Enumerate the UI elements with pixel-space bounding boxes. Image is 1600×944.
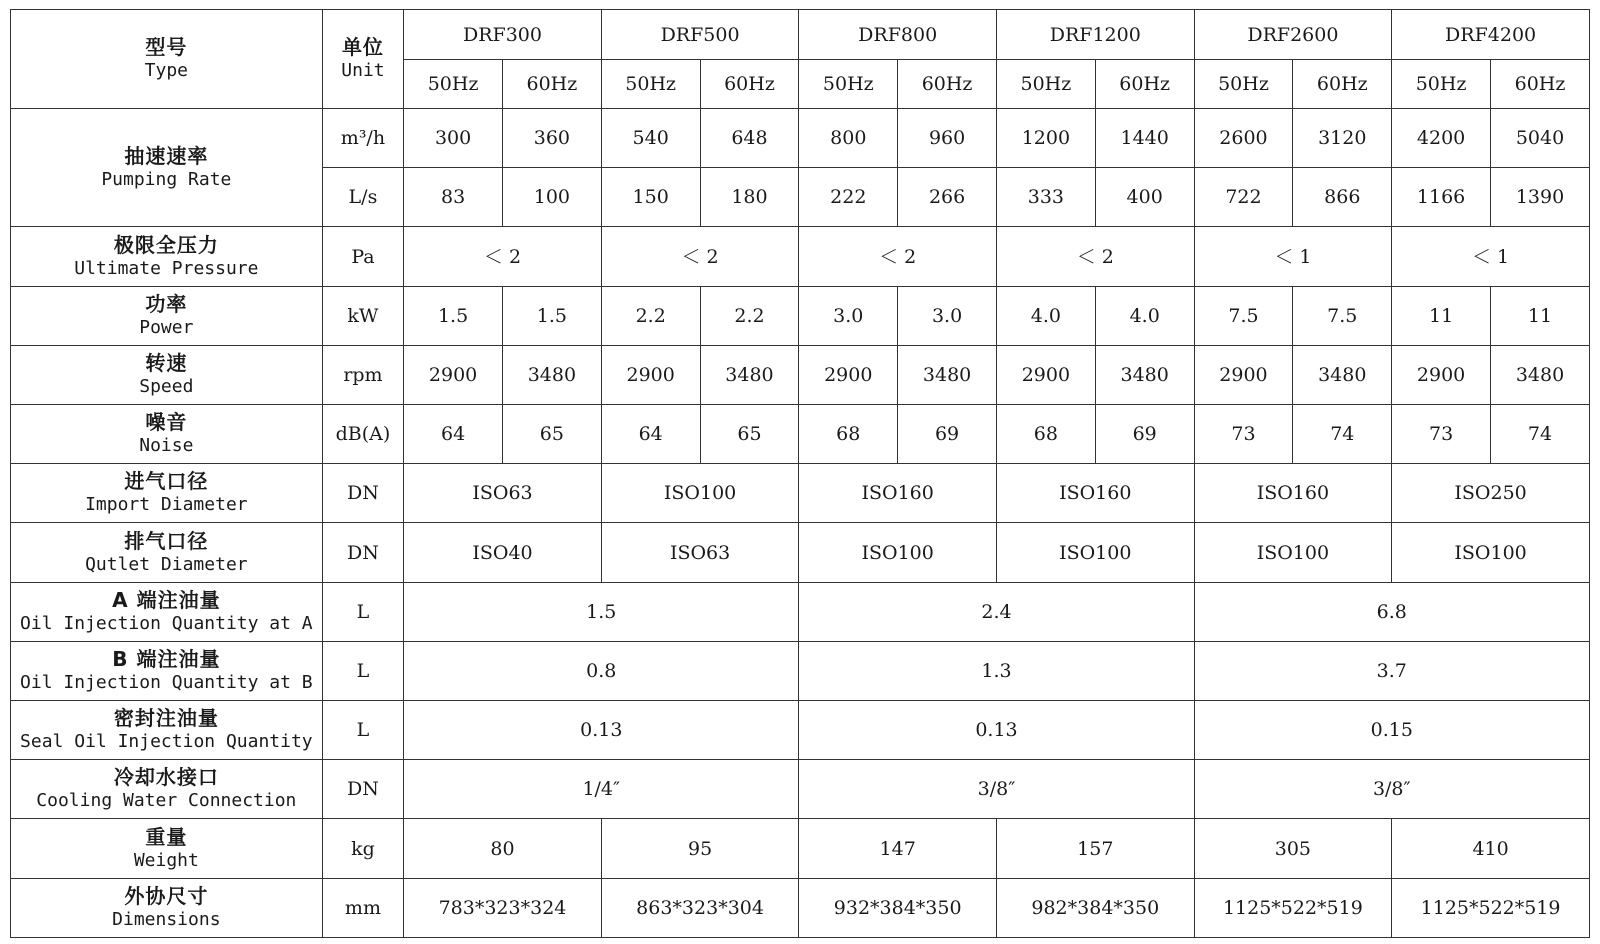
value-cell: 11 — [1392, 286, 1491, 345]
value-cell: 68 — [996, 405, 1095, 464]
unit-cell: Pa — [322, 227, 403, 286]
value-cell: 4.0 — [996, 286, 1095, 345]
parameter-name-zh: 极限全压力 — [113, 232, 219, 257]
parameter-label-cell — [11, 109, 323, 227]
value-cell: ＜ 1 — [1194, 227, 1392, 286]
value-cell: 3.7 — [1194, 641, 1589, 700]
value-cell: 1166 — [1392, 168, 1491, 227]
value-cell: 1.5 — [404, 286, 503, 345]
value-cell: 80 — [404, 819, 602, 878]
value-cell: ISO63 — [404, 464, 602, 523]
parameter-name-zh: 进气口径 — [124, 469, 209, 494]
parameter-name-zh: 重量 — [145, 824, 188, 849]
value-cell: 69 — [898, 405, 997, 464]
parameter-label-cell — [11, 345, 323, 404]
parameter-name-en: Ultimate Pressure — [74, 257, 259, 279]
parameter-name-zh: A 端注油量 — [112, 587, 221, 612]
value-cell: ISO40 — [404, 523, 602, 582]
parameter-name-en: Dimensions — [112, 908, 221, 930]
value-cell: 266 — [898, 168, 997, 227]
value-cell: 932*384*350 — [799, 878, 997, 937]
unit-cell: DN — [322, 760, 403, 819]
value-cell: 3120 — [1293, 109, 1392, 168]
value-cell: 6.8 — [1194, 582, 1589, 641]
unit-cell: rpm — [322, 345, 403, 404]
frequency-header-cell: 50Hz — [799, 60, 898, 109]
parameter-label-cell — [11, 405, 323, 464]
spec-row — [11, 464, 1590, 523]
parameter-name-en: Qutlet Diameter — [85, 553, 248, 575]
value-cell: 11 — [1490, 286, 1589, 345]
value-cell: 64 — [601, 405, 700, 464]
parameter-name-zh: 冷却水接口 — [113, 765, 219, 790]
value-cell: 7.5 — [1194, 286, 1293, 345]
value-cell: 0.13 — [799, 701, 1194, 760]
value-cell: ＜ 2 — [601, 227, 799, 286]
spec-row — [11, 227, 1590, 286]
frequency-header-cell: 50Hz — [601, 60, 700, 109]
value-cell: 800 — [799, 109, 898, 168]
unit-cell: dB(A) — [322, 405, 403, 464]
spec-table — [10, 9, 1590, 938]
value-cell: ＜ 2 — [799, 227, 997, 286]
parameter-label-cell — [11, 227, 323, 286]
parameter-name-en: Weight — [133, 849, 199, 871]
frequency-header-cell: 50Hz — [404, 60, 503, 109]
parameter-name-en: Power — [139, 316, 194, 338]
value-cell: 1125*522*519 — [1392, 878, 1590, 937]
unit-cell: DN — [322, 523, 403, 582]
parameter-name-en: Cooling Water Connection — [36, 790, 297, 812]
value-cell: 2.2 — [700, 286, 799, 345]
value-cell: 64 — [404, 405, 503, 464]
value-cell: 866 — [1293, 168, 1392, 227]
value-cell: 1125*522*519 — [1194, 878, 1392, 937]
frequency-header-cell: 50Hz — [996, 60, 1095, 109]
value-cell: 410 — [1392, 819, 1590, 878]
parameter-name-en: Unit — [341, 60, 385, 81]
value-cell: 222 — [799, 168, 898, 227]
value-cell: ISO100 — [799, 523, 997, 582]
parameter-name-en: Type — [144, 60, 189, 81]
parameter-name-en: Speed — [139, 375, 194, 397]
value-cell: 3480 — [502, 345, 601, 404]
value-cell: ISO160 — [996, 464, 1194, 523]
parameter-name-zh: 密封注油量 — [113, 706, 219, 731]
frequency-header-cell: 60Hz — [898, 60, 997, 109]
value-cell: ISO100 — [1194, 523, 1392, 582]
parameter-label-cell — [11, 819, 323, 878]
frequency-header-cell: 60Hz — [502, 60, 601, 109]
parameter-label-cell — [11, 286, 323, 345]
parameter-label-cell — [11, 523, 323, 582]
parameter-name-zh: 噪音 — [145, 410, 188, 435]
model-header-cell: DRF2600 — [1194, 10, 1392, 60]
unit-cell: mm — [322, 878, 403, 937]
frequency-header-cell: 60Hz — [1490, 60, 1589, 109]
value-cell: ＜ 1 — [1392, 227, 1590, 286]
value-cell: 2600 — [1194, 109, 1293, 168]
parameter-name-zh: 单位 — [341, 35, 384, 59]
value-cell: 100 — [502, 168, 601, 227]
value-cell: ISO63 — [601, 523, 799, 582]
frequency-header-cell: 50Hz — [1392, 60, 1491, 109]
value-cell: 3480 — [1293, 345, 1392, 404]
parameter-name-en: Pumping Rate — [101, 168, 232, 190]
parameter-name-zh: 外协尺寸 — [124, 883, 209, 908]
spec-row — [11, 405, 1590, 464]
parameter-name-zh: B 端注油量 — [112, 646, 221, 671]
value-cell: 1440 — [1095, 109, 1194, 168]
value-cell: 3/8″ — [1194, 760, 1589, 819]
spec-row — [11, 345, 1590, 404]
frequency-header-cell: 60Hz — [700, 60, 799, 109]
parameter-label-cell — [11, 641, 323, 700]
value-cell: ISO250 — [1392, 464, 1590, 523]
parameter-name-en: Seal Oil Injection Quantity — [20, 731, 313, 753]
parameter-label-cell — [11, 10, 323, 109]
value-cell: 305 — [1194, 819, 1392, 878]
value-cell: 74 — [1490, 405, 1589, 464]
value-cell: 300 — [404, 109, 503, 168]
value-cell: 722 — [1194, 168, 1293, 227]
value-cell: 0.13 — [404, 701, 799, 760]
spec-row — [11, 760, 1590, 819]
unit-cell: kg — [322, 819, 403, 878]
value-cell: ISO100 — [601, 464, 799, 523]
value-cell: 3.0 — [898, 286, 997, 345]
value-cell: ISO100 — [996, 523, 1194, 582]
value-cell: ＜ 2 — [404, 227, 602, 286]
value-cell: 0.15 — [1194, 701, 1589, 760]
parameter-name-en: Import Diameter — [85, 494, 248, 516]
value-cell: 540 — [601, 109, 700, 168]
model-header-cell: DRF4200 — [1392, 10, 1590, 60]
parameter-name-en: Noise — [139, 435, 194, 457]
spec-row — [11, 582, 1590, 641]
value-cell: 2900 — [404, 345, 503, 404]
parameter-label-cell — [11, 878, 323, 937]
spec-row — [11, 523, 1590, 582]
spec-row — [11, 701, 1590, 760]
value-cell: 180 — [700, 168, 799, 227]
value-cell: 2900 — [996, 345, 1095, 404]
value-cell: 648 — [700, 109, 799, 168]
value-cell: 73 — [1392, 405, 1491, 464]
unit-cell: kW — [322, 286, 403, 345]
spec-row — [11, 878, 1590, 937]
value-cell: 3480 — [700, 345, 799, 404]
value-cell: 3480 — [1490, 345, 1589, 404]
value-cell: 69 — [1095, 405, 1194, 464]
value-cell: 982*384*350 — [996, 878, 1194, 937]
frequency-header-cell: 60Hz — [1095, 60, 1194, 109]
value-cell: 3.0 — [799, 286, 898, 345]
header-row-models — [11, 10, 1590, 60]
value-cell: ISO100 — [1392, 523, 1590, 582]
value-cell: 3480 — [1095, 345, 1194, 404]
spec-row — [11, 109, 1590, 168]
model-header-cell: DRF1200 — [996, 10, 1194, 60]
unit-cell: L — [322, 641, 403, 700]
frequency-header-cell: 60Hz — [1293, 60, 1392, 109]
value-cell: 83 — [404, 168, 503, 227]
value-cell: 400 — [1095, 168, 1194, 227]
frequency-header-cell: 50Hz — [1194, 60, 1293, 109]
value-cell: 1.5 — [502, 286, 601, 345]
value-cell: ＜ 2 — [996, 227, 1194, 286]
parameter-name-en: Oil Injection Quantity at B — [20, 671, 313, 693]
parameter-label-cell — [11, 701, 323, 760]
spec-row — [11, 286, 1590, 345]
spec-row — [11, 819, 1590, 878]
value-cell: ISO160 — [1194, 464, 1392, 523]
model-header-cell: DRF300 — [404, 10, 602, 60]
value-cell: 65 — [700, 405, 799, 464]
parameter-name-zh: 功率 — [145, 291, 188, 316]
unit-cell: m³/h — [322, 109, 403, 168]
unit-cell: L — [322, 582, 403, 641]
value-cell: 73 — [1194, 405, 1293, 464]
value-cell: 360 — [502, 109, 601, 168]
value-cell: 1.5 — [404, 582, 799, 641]
value-cell: 960 — [898, 109, 997, 168]
value-cell: 4.0 — [1095, 286, 1194, 345]
value-cell: 147 — [799, 819, 997, 878]
value-cell: 3480 — [898, 345, 997, 404]
value-cell: 74 — [1293, 405, 1392, 464]
value-cell: 68 — [799, 405, 898, 464]
value-cell: 1/4″ — [404, 760, 799, 819]
value-cell: 0.8 — [404, 641, 799, 700]
parameter-name-zh: 型号 — [145, 35, 188, 59]
model-header-cell: DRF500 — [601, 10, 799, 60]
value-cell: 2900 — [1194, 345, 1293, 404]
value-cell: 783*323*324 — [404, 878, 602, 937]
value-cell: 4200 — [1392, 109, 1491, 168]
value-cell: 1200 — [996, 109, 1095, 168]
value-cell: 157 — [996, 819, 1194, 878]
model-header-cell: DRF800 — [799, 10, 997, 60]
value-cell: 1390 — [1490, 168, 1589, 227]
parameter-label-cell — [11, 760, 323, 819]
value-cell: 333 — [996, 168, 1095, 227]
unit-cell: DN — [322, 464, 403, 523]
parameter-name-zh: 排气口径 — [124, 528, 209, 553]
parameter-label-cell — [11, 582, 323, 641]
value-cell: 1.3 — [799, 641, 1194, 700]
value-cell: 2900 — [1392, 345, 1491, 404]
value-cell: 7.5 — [1293, 286, 1392, 345]
unit-header-cell — [322, 10, 403, 109]
value-cell: ISO160 — [799, 464, 997, 523]
value-cell: 3/8″ — [799, 760, 1194, 819]
unit-cell: L/s — [322, 168, 403, 227]
value-cell: 863*323*304 — [601, 878, 799, 937]
value-cell: 2900 — [799, 345, 898, 404]
value-cell: 2.4 — [799, 582, 1194, 641]
value-cell: 150 — [601, 168, 700, 227]
unit-cell: L — [322, 701, 403, 760]
parameter-label-cell — [11, 464, 323, 523]
value-cell: 2.2 — [601, 286, 700, 345]
parameter-name-zh: 抽速速率 — [124, 143, 209, 168]
value-cell: 5040 — [1490, 109, 1589, 168]
spec-row — [11, 641, 1590, 700]
parameter-name-zh: 转速 — [145, 350, 188, 375]
parameter-name-en: Oil Injection Quantity at A — [20, 612, 313, 634]
value-cell: 95 — [601, 819, 799, 878]
value-cell: 65 — [502, 405, 601, 464]
value-cell: 2900 — [601, 345, 700, 404]
